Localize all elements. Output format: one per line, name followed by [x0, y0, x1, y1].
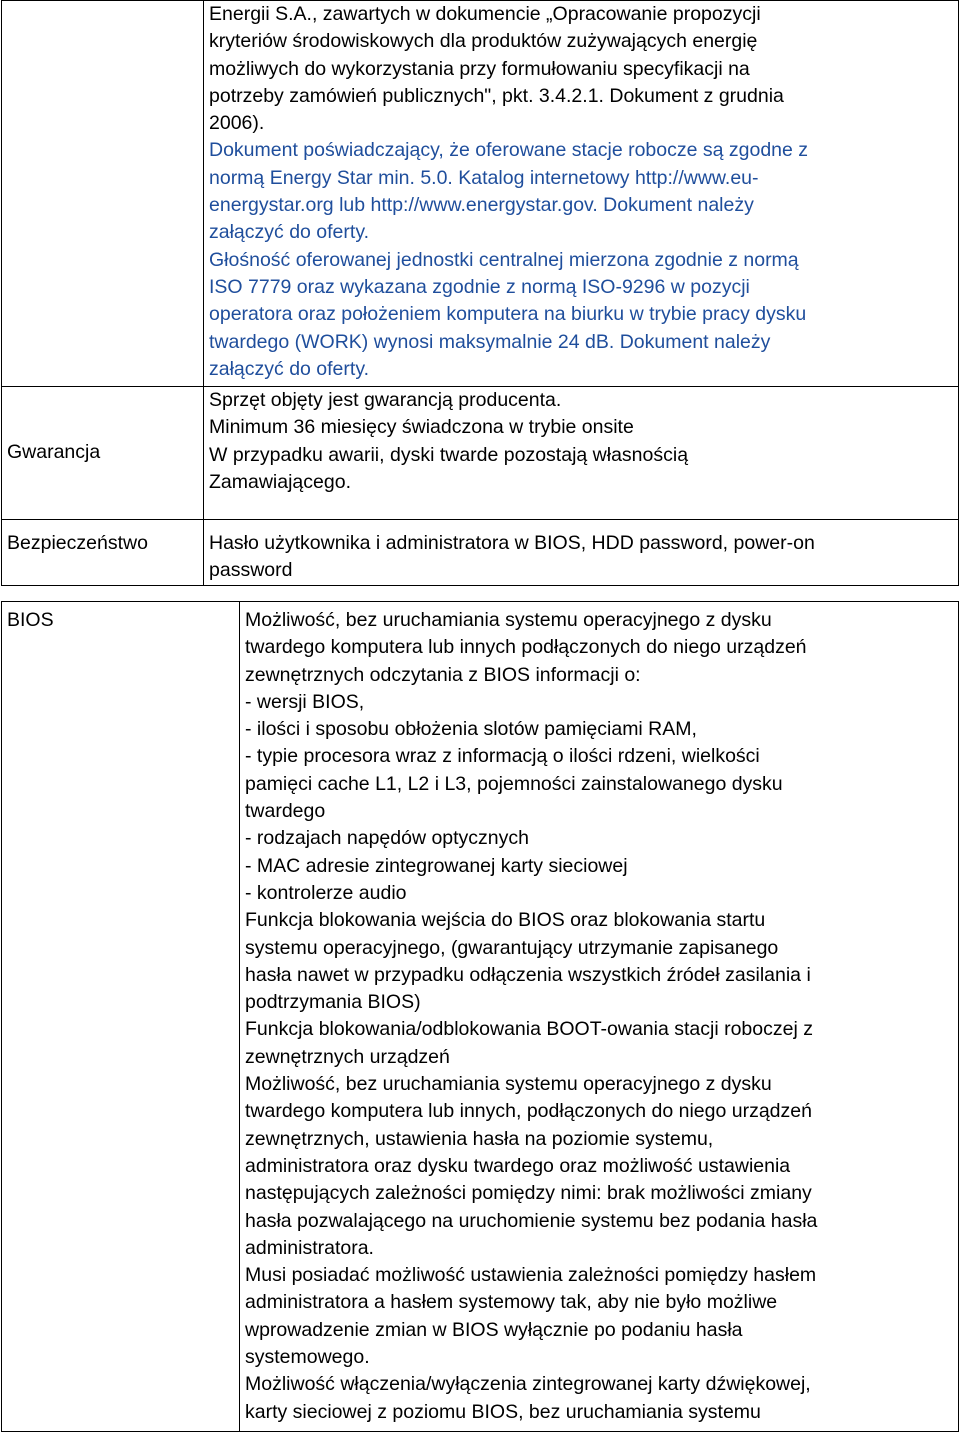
- text-line: - kontrolerze audio: [245, 881, 407, 904]
- row-content-cell: [204, 520, 959, 586]
- text-line: administratora.: [245, 1236, 374, 1259]
- bios-requirements-text: [245, 607, 958, 1426]
- row-content-cell: [204, 387, 959, 520]
- text-line: twardego komputera lub innych podłączonych do niego urządzeń: [245, 636, 807, 659]
- security-text: [209, 530, 958, 585]
- warranty-text: [209, 387, 958, 496]
- text-line: W przypadku awarii, dyski twarde pozostają własnością: [209, 443, 689, 466]
- spec-table-top: [1, 0, 959, 586]
- text-line: następujących zależności pomiędzy nimi: brak możliwości zmiany: [245, 1182, 812, 1205]
- text-line: Energii S.A., zawartych w dokumencie „Opracowanie propozycji: [209, 3, 761, 25]
- text-line: zewnętrznych urządzeń: [245, 1045, 450, 1068]
- text-line: Głośność oferowanej jednostki centralnej mierzona zgodnie z normą: [209, 248, 799, 271]
- row-label-cell: [2, 387, 204, 520]
- text-line: załączyć do oferty.: [209, 357, 370, 380]
- text-line: potrzeby zamówień publicznych", pkt. 3.4.2.1. Dokument z grudnia: [209, 84, 784, 107]
- text-line: Zamawiającego.: [209, 470, 351, 493]
- table-row: [2, 387, 959, 520]
- text-line: pamięci cache L1, L2 i L3, pojemności zainstalowanego dysku: [245, 772, 783, 795]
- text-line: twardego (WORK) wynosi maksymalnie 24 dB. Dokument należy: [209, 330, 771, 353]
- text-line: Minimum 36 miesięcy świadczona w trybie onsite: [209, 416, 634, 439]
- text-line: Hasło użytkownika i administratora w BIOS, HDD password, power-on: [209, 532, 815, 554]
- text-line: Musi posiadać możliwość ustawienia zależności pomiędzy hasłem: [245, 1264, 817, 1287]
- text-line: administratora a hasłem systemowy tak, aby nie było możliwe: [245, 1291, 778, 1314]
- row-content-cell: [240, 602, 959, 1432]
- row-label-cell: [2, 1, 204, 387]
- bios-label: BIOS: [7, 609, 54, 631]
- text-line: Funkcja blokowania/odblokowania BOOT-owania stacji roboczej z: [245, 1018, 813, 1041]
- text-line: twardego komputera lub innych, podłączonych do niego urządzeń: [245, 1100, 812, 1123]
- energy-criteria-text: [209, 1, 958, 137]
- text-line: zewnętrznych odczytania z BIOS informacji o:: [245, 663, 641, 686]
- spec-table-bios: [1, 601, 959, 1432]
- text-line: operatora oraz położeniem komputera na biurku w trybie pracy dysku: [209, 303, 807, 326]
- text-line: załączyć do oferty.: [209, 221, 370, 244]
- row-label-cell: [2, 602, 240, 1432]
- row-label-cell: [2, 520, 204, 586]
- text-line: - rodzajach napędów optycznych: [245, 827, 529, 850]
- row-content-cell: [204, 1, 959, 387]
- text-line: hasła nawet w przypadku odłączenia wszystkich źródeł zasilania i: [245, 963, 811, 986]
- text-line: Możliwość, bez uruchamiania systemu operacyjnego z dysku: [245, 609, 772, 631]
- security-label: Bezpieczeństwo: [7, 532, 148, 554]
- text-line: możliwych do wykorzystania przy formułowaniu specyfikacji na: [209, 57, 750, 80]
- text-line: wprowadzenie zmian w BIOS wyłącznie po podaniu hasła: [245, 1318, 743, 1341]
- energy-star-noise-requirements: [209, 137, 958, 383]
- text-line: zewnętrznych, ustawienia hasła na poziomie systemu,: [245, 1127, 714, 1150]
- text-line: Dokument poświadczający, że oferowane stacje robocze są zgodne z: [209, 139, 809, 162]
- text-line: 2006).: [209, 112, 265, 135]
- text-line: hasła pozwalającego na uruchomienie systemu bez podania hasła: [245, 1209, 818, 1232]
- text-line: password: [209, 559, 293, 582]
- text-line: administratora oraz dysku twardego oraz możliwość ustawienia: [245, 1154, 791, 1177]
- text-line: - typie procesora wraz z informacją o ilości rdzeni, wielkości: [245, 745, 760, 768]
- text-line: ISO 7779 oraz wykazana zgodnie z normą ISO-9296 w pozycji: [209, 275, 750, 298]
- text-line: - wersji BIOS,: [245, 690, 365, 713]
- text-line: Sprzęt objęty jest gwarancją producenta.: [209, 389, 562, 411]
- text-line: Możliwość włączenia/wyłączenia zintegrowanej karty dźwiękowej,: [245, 1373, 811, 1396]
- text-line: systemu operacyjnego, (gwarantujący utrzymanie zapisanego: [245, 936, 779, 959]
- text-line: - MAC adresie zintegrowanej karty sieciowej: [245, 854, 628, 877]
- text-line: systemowego.: [245, 1346, 370, 1369]
- table-row: [2, 602, 959, 1432]
- text-line: energystar.org lub http://www.energystar.gov. Dokument należy: [209, 194, 754, 217]
- warranty-label: Gwarancja: [7, 441, 101, 464]
- text-line: twardego: [245, 800, 326, 823]
- text-line: normą Energy Star min. 5.0. Katalog internetowy http://www.eu-: [209, 166, 759, 189]
- text-line: Możliwość, bez uruchamiania systemu operacyjnego z dysku: [245, 1073, 772, 1096]
- text-line: kryteriów środowiskowych dla produktów zużywających energię: [209, 30, 758, 53]
- text-line: Funkcja blokowania wejścia do BIOS oraz blokowania startu: [245, 909, 766, 932]
- text-line: - ilości i sposobu obłożenia slotów pamięciami RAM,: [245, 718, 697, 741]
- text-line: karty sieciowej z poziomu BIOS, bez uruchamiania systemu: [245, 1400, 761, 1423]
- text-line: podtrzymania BIOS): [245, 991, 421, 1014]
- table-row: [2, 520, 959, 586]
- table-row: [2, 1, 959, 387]
